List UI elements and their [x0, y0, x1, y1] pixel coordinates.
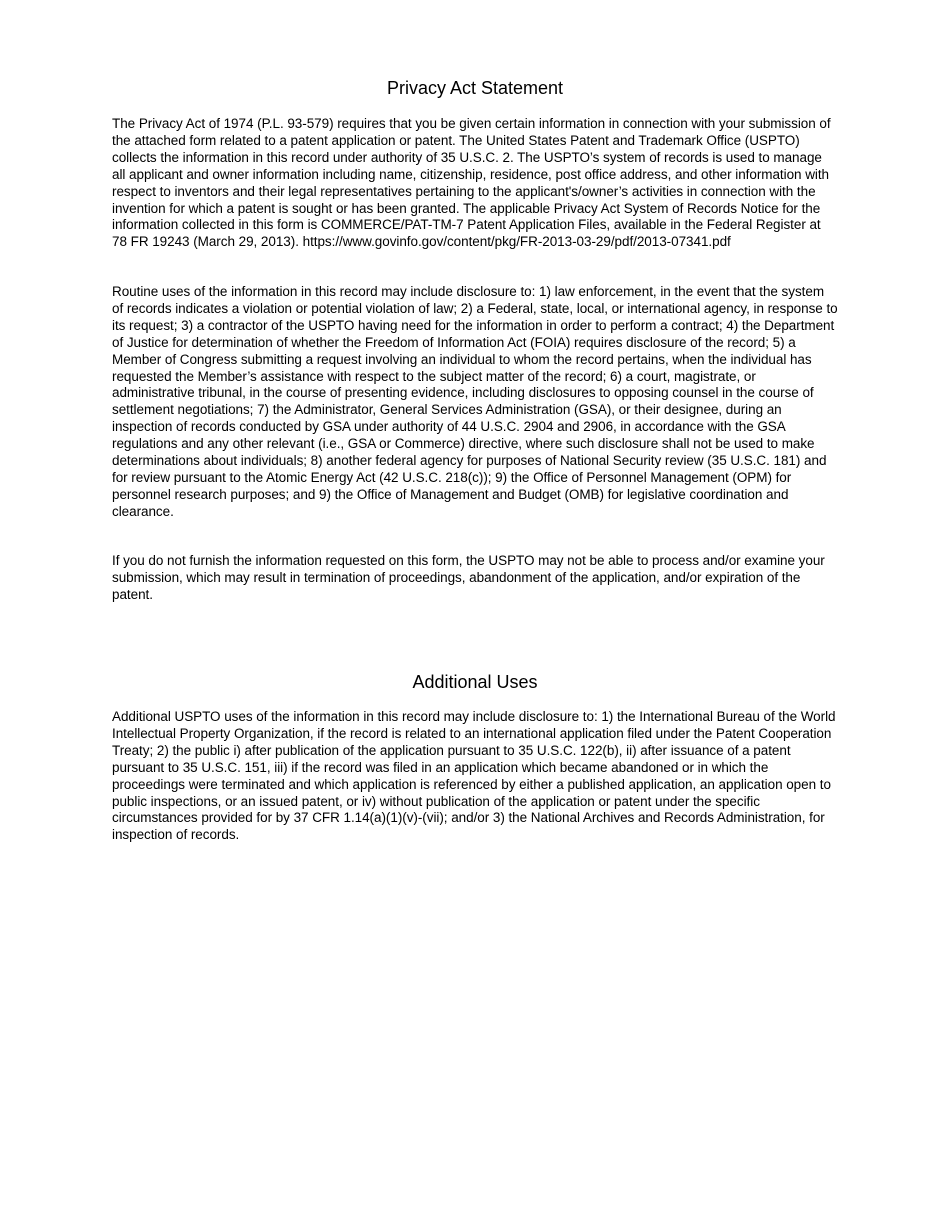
privacy-act-statement-title: Privacy Act Statement: [386, 78, 564, 98]
additional-uses-paragraph: Additional USPTO uses of the information in this record may include disclosure to: 1) the International Bureau of the World Intellectual Property Organization, if the record is related to an international application filed under the Patent Cooperation Treaty; 2) the public i) after publication of the application pursuant to 35 U.S.C. 122(b), ii) after issuance of a patent pursuant to 35 U.S.C. 151, iii) if the record was filed in an application which became abandoned or in which the proceedings were terminated and which application is referenced by either a published application, an application open to public inspections, or an issued patent, or iv) without publication of the application or patent under the specific circumstances provided for by 37 CFR 1.14(a)(1)(v)-(vii); and/or 3) the National Archives and Records Administration, for inspection of records.: [112, 709, 836, 843]
privacy-act-paragraph-consequences: If you do not furnish the information requested on this form, the USPTO may not be able to process and/or examine your submission, which may result in termination of proceedings, abandonment of the application, and/or expiration of the patent.: [112, 553, 825, 602]
privacy-act-paragraph-routine-uses: Routine uses of the information in this record may include disclosure to: 1) law enforcement, in the event that the system of records indicates a violation or potential violation of law; 2) a Federal, state, local, or international agency, in response to its request; 3) a contractor of the USPTO having need for the information in order to perform a contract; 4) the Department of Justice for determination of whether the Freedom of Information Act (FOIA) requires disclosure of the record; 5) a Member of Congress submitting a request involving an individual to whom the record pertains, when the individual has requested the Member’s assistance with respect to the subject matter of the record; 6) a court, magistrate, or administrative tribunal, in the course of presenting evidence, including disclosures to opposing counsel in the course of settlement negotiations; 7) the Administrator, General Services Administration (GSA), or their designee, during an inspection of records conducted by GSA under authority of 44 U.S.C. 2904 and 2906, in accordance with the GSA regulations and any other relevant (i.e., GSA or Commerce) directive, where such disclosure shall not be used to make determinations about individuals; 8) another federal agency for purposes of National Security review (35 U.S.C. 181) and for review pursuant to the Atomic Energy Act (42 U.S.C. 218(c)); 9) the Office of Personnel Management (OPM) for personnel research purposes; and 9) the Office of Management and Budget (OMB) for legislative coordination and clearance.: [112, 284, 838, 519]
additional-uses-title: Additional Uses: [412, 672, 538, 692]
privacy-act-paragraph-authority: The Privacy Act of 1974 (P.L. 93-579) requires that you be given certain information in connection with your submission of the attached form related to a patent application or patent. The United States Patent and Trademark Office (USPTO) collects the information in this record under authority of 35 U.S.C. 2. The USPTO’s system of records is used to manage all applicant and owner information including name, citizenship, residence, post office address, and other information with respect to inventors and their legal representatives pertaining to the applicant's/owner’s activities in connection with the invention for which a patent is sought or has been granted. The applicable Privacy Act System of Records Notice for the information collected in this form is COMMERCE/PAT-TM-7 Patent Application Files, available in the Federal Register at 78 FR 19243 (March 29, 2013). https://www.govinfo.gov/content/pkg/FR-2013-03-29/pdf/2013-07341.pdf: [112, 116, 831, 250]
